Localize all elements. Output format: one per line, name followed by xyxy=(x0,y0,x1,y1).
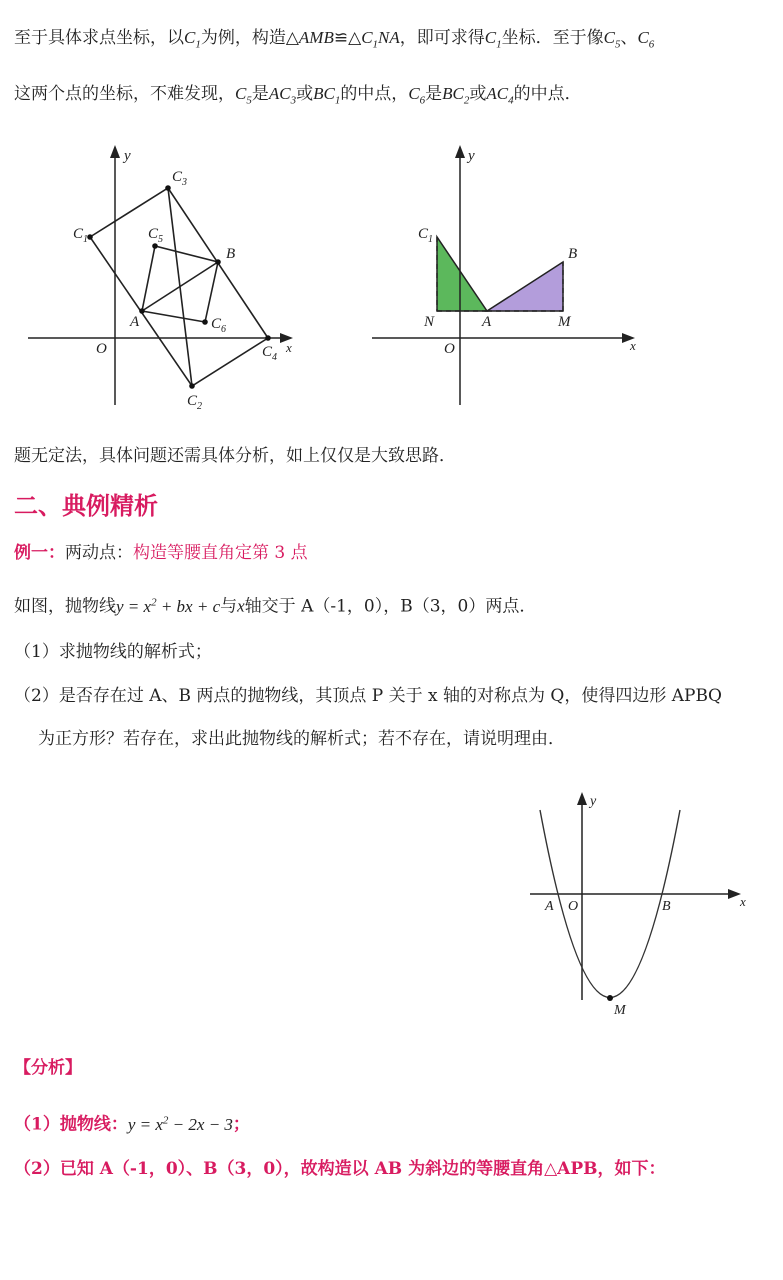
text: 、 xyxy=(620,28,638,48)
math-c6: $C_6$ xyxy=(637,28,655,51)
label-c1: $C_1$ xyxy=(418,226,434,245)
analysis-2: （2）已知 A（-1，0）、B（3，0），故构造以 AB 为斜边的等腰直角△APB，如下： xyxy=(14,1159,666,1179)
text: ≌△ xyxy=(333,28,362,48)
note-text: 题无定法，具体问题还需具体分析，如上仅仅是大致思路． xyxy=(14,446,456,466)
label-c6: $C_6$ xyxy=(211,316,227,335)
question-2-line-1: （2）是否存在过 A、B 两点的抛物线，其顶点 P 关于 x 轴的对称点为 Q，使得四边形 APBQ xyxy=(14,686,722,706)
label-c2: $C_2$ xyxy=(187,393,203,412)
text: 如图，抛物线 xyxy=(14,596,116,617)
math-c5: $C_5$ xyxy=(603,28,621,51)
label-y: y xyxy=(124,148,131,164)
math-c6: $C_6$ xyxy=(408,84,426,107)
text: 的中点， xyxy=(340,84,409,104)
text: 是 xyxy=(251,84,269,104)
section-title: 二、典例精析 xyxy=(14,491,158,520)
label-y: y xyxy=(590,794,597,809)
analysis-1 xyxy=(14,1108,250,1137)
math-ac4: $AC_4$ xyxy=(486,84,514,107)
math-c5: $C_5$ xyxy=(235,84,252,107)
label-b: B xyxy=(568,246,578,262)
math-ac3: $AC_3$ xyxy=(268,84,297,107)
text: ； xyxy=(232,1114,250,1135)
label-o: O xyxy=(96,341,107,357)
label-m: M xyxy=(614,1003,626,1018)
label-o: O xyxy=(568,899,579,914)
label-x: x xyxy=(630,338,636,353)
label-a: A xyxy=(482,314,492,330)
example-title: 构造等腰直角定第 3 点 xyxy=(133,543,308,563)
math-x: x xyxy=(237,596,245,616)
text: （1）抛物线： xyxy=(14,1114,128,1135)
label-b: B xyxy=(662,899,671,914)
math-answer-1: $y = x^2 - 2x - 3$ xyxy=(127,1114,233,1134)
text: 或 xyxy=(469,84,487,104)
label-a: A xyxy=(545,899,554,914)
question-1: （1）求抛物线的解析式； xyxy=(14,642,212,662)
text: 是 xyxy=(425,84,443,104)
label-c4: $C_4$ xyxy=(262,344,278,363)
text: ，即可求得 xyxy=(399,28,485,48)
question-2-line-2: 为正方形？若存在，求出此抛物线的解析式；若不存在，请说明理由． xyxy=(38,729,565,749)
math-c1b: $C_1$ xyxy=(484,28,502,51)
y-axis-arrow xyxy=(577,792,587,805)
label-x: x xyxy=(740,894,746,909)
point-m xyxy=(607,995,613,1001)
example-label: 例一： xyxy=(14,543,65,563)
label-c1: $C_1$ xyxy=(73,226,89,245)
label-o: O xyxy=(444,341,455,357)
math-bc1: $BC_1$ xyxy=(313,84,341,107)
math-c1na: $C_1NA$ xyxy=(361,28,400,51)
text: 轴交于 A（-1，0），B（3，0）两点． xyxy=(244,596,537,617)
text: 至于具体求点坐标，以 xyxy=(14,28,184,48)
label-m: M xyxy=(558,314,571,330)
math-c1: $C_1$ xyxy=(184,28,201,51)
text: 为例，构造△ xyxy=(200,28,299,48)
label-c5: $C_5$ xyxy=(148,226,164,245)
label-b: B xyxy=(226,246,236,262)
label-a: A xyxy=(130,314,140,330)
example-kind: 两动点： xyxy=(65,543,133,563)
math-bc2: $BC_2$ xyxy=(442,84,470,107)
text: 的中点． xyxy=(513,84,582,104)
analysis-header: 【分析】 xyxy=(14,1058,82,1078)
math-amb: AMB xyxy=(298,28,334,47)
text: 这两个点的坐标，不难发现， xyxy=(14,84,235,104)
parabola-curve xyxy=(540,810,680,998)
label-x: x xyxy=(286,340,292,355)
label-n: N xyxy=(424,314,435,330)
label-y: y xyxy=(468,148,475,164)
text: 坐标．至于像 xyxy=(501,28,604,48)
math-parabola: $y = x^2$ + bx + c xyxy=(116,596,221,616)
label-c3: $C_3$ xyxy=(172,169,188,188)
text: 与 xyxy=(220,596,238,617)
text: 或 xyxy=(296,84,314,104)
